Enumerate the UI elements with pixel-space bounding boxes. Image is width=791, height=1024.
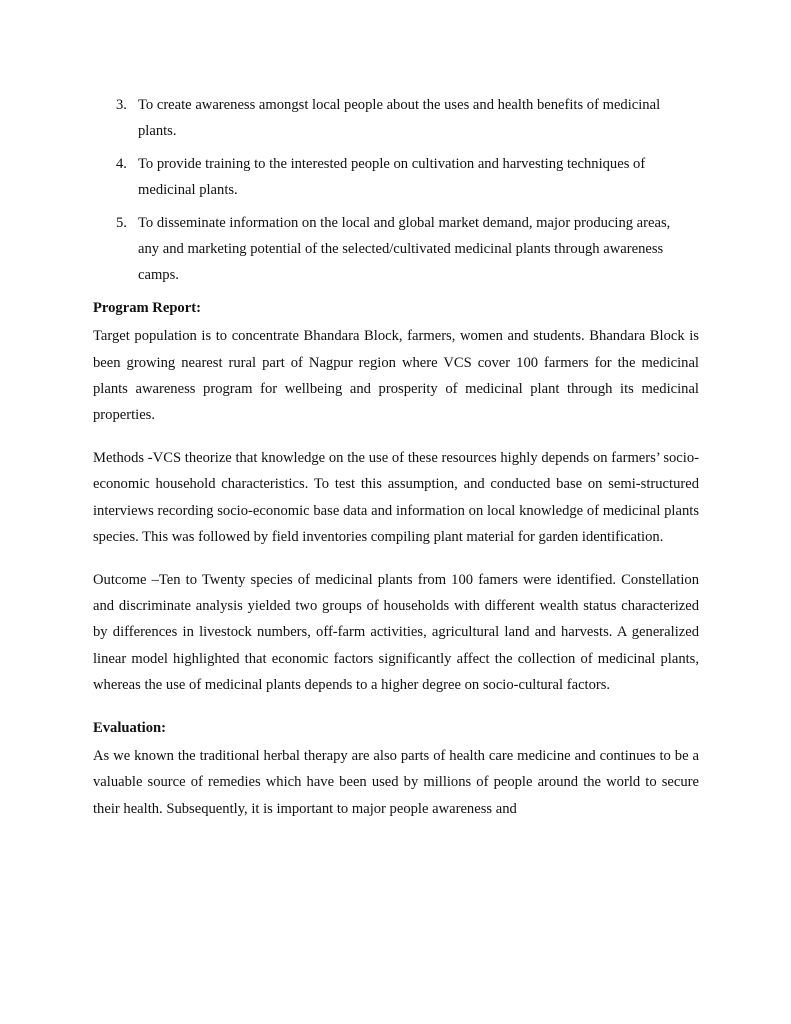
program-report-target-paragraph: Target population is to concentrate Bhandara Block, farmers, women and students. Bhandara Block is been growing nearest rural part of Nagpur region where VCS cover 100 farmers for the medicinal plants awareness program for wellbeing and prosperity of medicinal plant through its medicinal properties. <box>93 328 699 424</box>
list-item-number: 5. <box>116 214 127 231</box>
document-page <box>93 92 699 822</box>
evaluation-heading: Evaluation: <box>93 719 166 736</box>
evaluation-paragraph: As we known the traditional herbal therapy are also parts of health care medicine and continues to be a valuable source of remedies which have been used by millions of people around the world to secure their health. Subsequently, it is important to major people awareness and <box>93 747 699 817</box>
list-item-text: To create awareness amongst local people about the uses and health benefits of medicinal plants. <box>138 97 661 140</box>
list-item <box>93 92 699 145</box>
list-item <box>93 151 699 204</box>
program-report-heading: Program Report: <box>93 299 201 316</box>
list-item-number: 4. <box>116 155 127 172</box>
program-report-outcome-paragraph: Outcome –Ten to Twenty species of medicinal plants from 100 famers were identified. Constellation and discriminate analysis yielded two groups of households with different wealth status characterized by differences in livestock numbers, off-farm activities, agricultural land and harvests. A generalized linear model highlighted that economic factors significantly affect the collection of medicinal plants, whereas the use of medicinal plants depends to a higher degree on socio-cultural factors. <box>93 571 699 694</box>
list-item-number: 3. <box>116 97 127 113</box>
program-report-methods-paragraph: Methods -VCS theorize that knowledge on the use of these resources highly depends on farmers’ socio-economic household characteristics. To test this assumption, and conducted base on semi-structured interviews recording socio-economic base data and information on local knowledge of medicinal plants species. This was followed by field inventories compiling plant material for garden identification. <box>93 449 699 546</box>
list-item-text: To disseminate information on the local and global market demand, major producing areas, any and marketing potential of the selected/cultivated medicinal plants through awareness camps. <box>138 214 671 284</box>
list-item-text: To provide training to the interested people on cultivation and harvesting techniques of medicinal plants. <box>138 155 646 199</box>
objectives-list <box>93 92 699 289</box>
list-item <box>93 210 699 289</box>
